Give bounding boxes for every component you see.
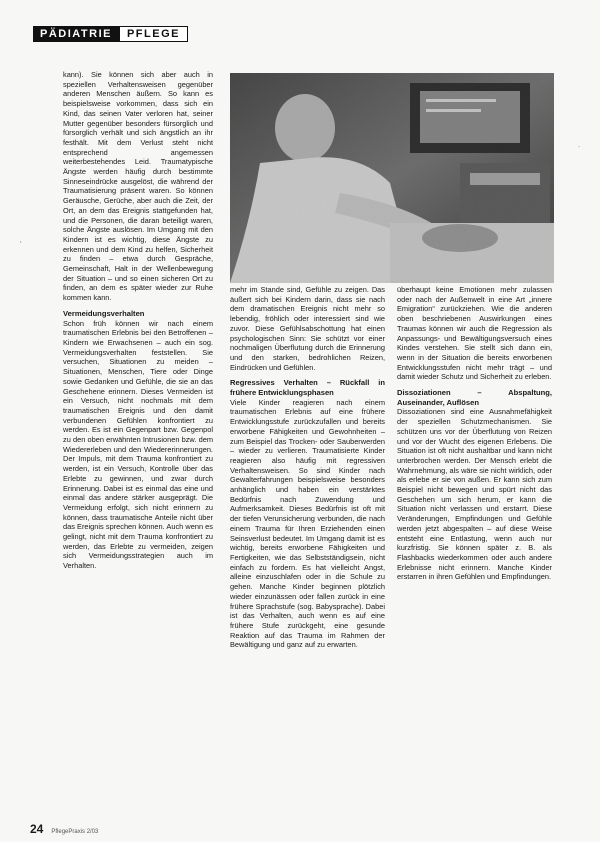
paragraph: überhaupt keine Emotionen mehr zulassen oder nach der Außenwelt in eine Art „innere Emigration“ zurückziehen. Wie die anderen oben beschriebenen Auswirkungen eines Traumas können wir auch die Regression als Anpassungs- und Bewältigungsversuch eines Kindes verstehen. Sie stellt sich dann ein, wenn in der Situation die bereits erworbenen Entwicklungsstufen nicht mehr trägt – und damit wieder Schutz und Sicherheit zu erleben.	[397, 285, 552, 382]
section-heading: Regressives Verhalten – Rückfall in frühere Entwicklungsphasen	[230, 378, 385, 398]
article-column-1	[63, 70, 213, 805]
section-header	[33, 26, 188, 42]
paragraph: mehr im Stande sind, Gefühle zu zeigen. Das äußert sich bei Kindern darin, dass sie nach dem dramatischen Ereignis nicht mehr so lebendig, fröhlich oder interessiert sind wie zuvor. Diese Gefühlsabschottung hat einen psychologischen Sinn: Sie schützt vor einer nochmaligen Überflutung durch die Erinnerung und den starken, bedrohlichen Reizen, Eindrücken und Gefühlen.	[230, 285, 385, 372]
margin-mark: .	[578, 140, 581, 149]
paragraph: Schon früh können wir nach einem traumatischen Erlebnis bei den Betroffenen – Kindern wie Erwachsenen – auch ein sog. Vermeidungsverhalten feststellen. Sie versuchen, Situationen zu meiden – Situationen, Menschen, Tiere oder Dinge sowie Gedanken und Gefühle, die sie an das Geschehene erinnern. Dieses Vermeiden ist ein Versuch, nicht nochmals mit dem traumatischen Ereignis und den damit verbundenen Gefühlen konfrontiert zu werden. Es ist ein Gegenpart bzw. Gegenpol zu den oben erwähnten Intrusionen bzw. dem Wiedererleben und den Wiedererinnerungen. Der Impuls, mit dem Trauma konfrontiert zu werden, ist ein Versuch, Kontrolle über das Erlebte zu gewinnen, und zwar durch Erinnerung. Dabei ist es einmal das eine und einmal das andere stärker ausgeprägt. Die Vermeidung erfolgt, sich nicht erinnern zu können, dass traumatische Anteile nicht über das Ereignis sprechen können. Auch wenn es gelingt, nicht mit dem Trauma konfrontiert zu werden, das Erlebte zu vermeiden, zeigen sich Vermeidungsstrategien auch im Verhalten.	[63, 318, 213, 571]
article-column-2	[230, 285, 385, 805]
section-heading: Dissoziationen – Abspaltung, Auseinander, Auflösen	[397, 388, 552, 407]
journal-name: PflegePraxis 2/03	[51, 829, 99, 835]
photo-image	[230, 73, 554, 283]
section-label: PÄDIATRIE	[33, 26, 119, 42]
page-footer	[30, 822, 98, 836]
category-label: PFLEGE	[119, 26, 188, 42]
page-number: 24	[30, 822, 44, 836]
margin-mark: '	[20, 240, 22, 249]
section-heading: Vermeidungsverhalten	[63, 308, 145, 318]
paragraph: kann). Sie können sich aber auch in speziellen Verhaltensweisen gegenüber anderen Menschen äußern. So kann es beispielsweise vorkommen, dass sich ein Kind, das seinen Vater verloren hat, seiner Mutter gegenüber besonders fürsorglich und fürsorglich verhält und sich ängstlich an ihr festhält. Mit dem Verlust steht nicht entsprechend angemessen weiterbestehendes Leid. Traumatypische Ängste werden häufig durch bestimmte Sinneseindrücke ausgelöst, die während der Traumatisierung präsent waren. So können Geräusche, Gerüche, aber auch die Zeit, der Ort, an dem das Ereignis stattgefunden hat, und die Personen, die daran beteiligt waren, solche Ängste auslösen. Im Umgang mit den Kindern ist es wichtig, diese Ängste zu erkennen und dem Kind zu helfen, Sicherheit zu finden – etwa durch Gespräche, Gemeinschaft, Halt in der Wellenbewegung der Situation – und so einen sicheren Ort zu finden, an dem es später wieder zur Ruhe kommen kann.	[63, 70, 213, 303]
article-column-3	[397, 285, 552, 805]
paragraph: Viele Kinder reagieren nach einem traumatischen Erlebnis auf eine frühere Entwicklungsstufe zurückzufallen und bereits erworbene Fähigkeiten und Gewohnheiten – zum Beispiel das Trocken- oder Sauberwerden – wieder zu verlieren. Traumatisierte Kinder reagieren also häufig mit regressiven Verhaltensweisen. So sind Kinder nach Gewalterfahrungen beispielsweise besonders anhänglich und haben ein verstärktes Bedürfnis nach Zuwendung und Aufmerksamkeit. Dieses Bedürfnis ist oft mit der tiefen Verunsicherung verbunden, die nach einem Trauma für Ihren Erziehenden einen Seinsverlust bedeutet. Im Umgang damit ist es wichtig, bereits erworbene Fähigkeiten und Fertigkeiten, wie das Selbstständigsein, nicht einfach zu fordern. Es hat vielleicht Angst, alleine einzuschlafen oder in die Schule zu gehen. Manche Kinder beginnen plötzlich wieder einzunässen oder fallen zurück in eine frühere Sprachstufe (sog. Babysprache). Dabei ist das Verhalten, auch wenn es auf eine frühere Stufe zurückgeht, eine gesunde Reaktion auf das Trauma im Rahmen der Bewältigung und ganz auf zu erwarten.	[230, 397, 385, 650]
paragraph: Dissoziationen sind eine Ausnahmefähigkeit der speziellen Schutzmechanismen. Sie schützen uns vor der Überflutung von Reizen und vor der Wucht des eigenen Erlebens. Die Situation ist oft nicht aushaltbar und kann nicht unterbrochen werden. Der Mensch erlebt die Wahrnehmung, als wäre sie nicht wirklich, oder als erlebe er sie von außen. Er kann sich zum Beispiel nicht bewegen und spürt nicht das Geschehen um sich herum, er kann die Situation nicht verlassen und erstarrt. Diese Veränderungen, Empfindungen und Gefühle werden jetzt abgespalten – auf diese Weise entsteht eine Entlastung, wenn auch nur kurzfristig. Sie können später z. B. als Flashbacks wiederkommen oder auch andere Erlebnisse nicht erinnern. Manche Kinder erstarren in ihren Gefühlen und Empfindungen.	[397, 407, 552, 582]
article-photo	[230, 73, 554, 283]
